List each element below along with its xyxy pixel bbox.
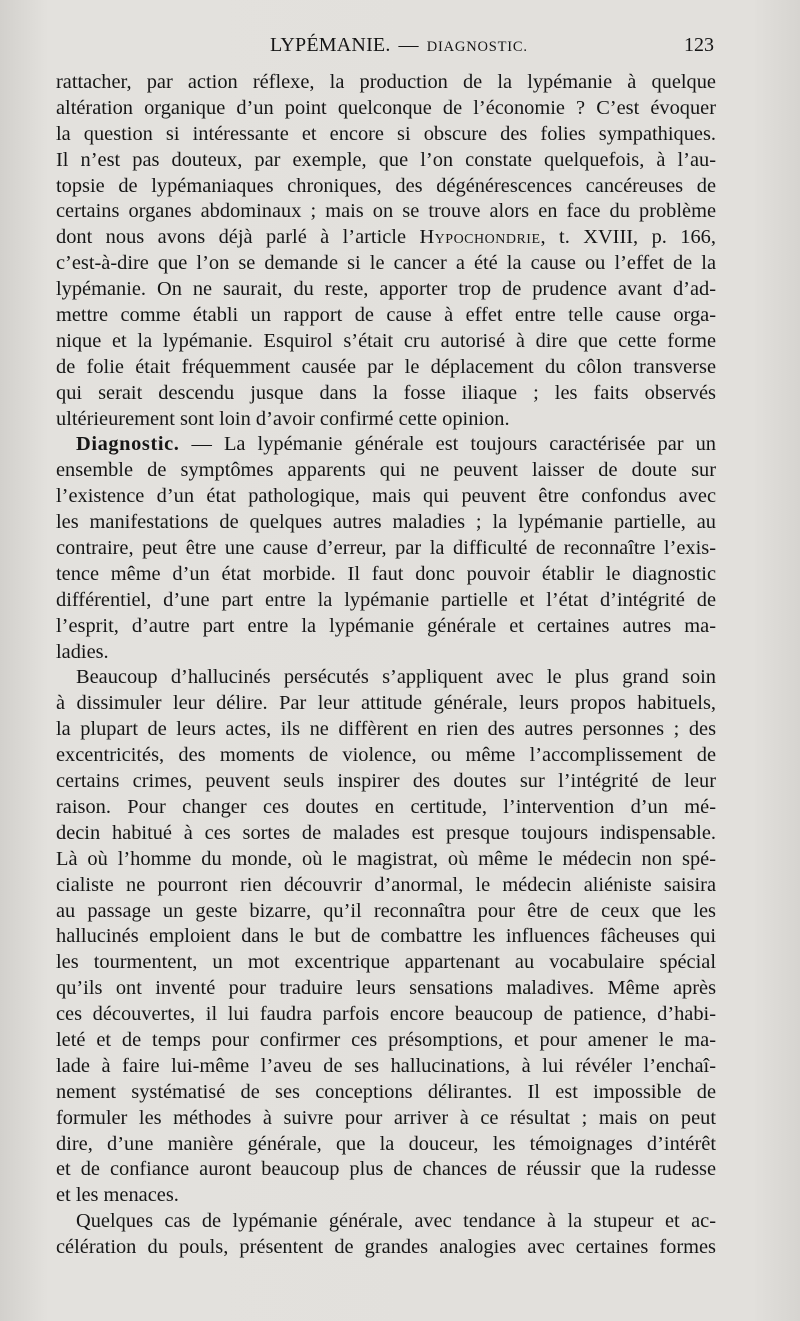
text-line: certains crimes, peuvent seuls inspirer des doutes sur l’intégrité de leur <box>56 770 716 793</box>
text-line: lade à faire lui-même l’aveu de ses hallucinations, à lui révéler l’enchaî- <box>56 1054 716 1077</box>
text-line: Là où l’homme du monde, où le magistrat, où même le médecin non spé- <box>56 847 716 870</box>
text-line: au passage un geste bizarre, qu’il reconnaîtra pour être de ceux que les <box>56 899 716 922</box>
text-line: lypémanie. On ne saurait, du reste, apporter trop de prudence avant d’ad- <box>56 278 716 301</box>
text-line: topsie de lypémaniaques chroniques, des dégénérescences cancéreuses de <box>56 174 716 197</box>
text-line: Il n’est pas douteux, par exemple, que l’on constate quelquefois, à l’au- <box>56 148 716 171</box>
text-line: les manifestations de quelques autres maladies ; la lypémanie partielle, au <box>56 511 716 534</box>
text-line: decin habitué à ces sortes de malades est presque toujours indispensable. <box>56 821 716 844</box>
article-reference: Hypochondrie <box>419 226 541 249</box>
text-line <box>56 225 716 251</box>
text-line: certains organes abdominaux ; mais on se trouve alors en face du problème <box>56 200 716 223</box>
text-line: ensemble de symptômes apparents qui ne peuvent laisser de doute sur <box>56 459 716 482</box>
text-segment: dont nous avons déjà parlé à l’article <box>56 226 407 249</box>
text-line: célération du pouls, présentent de grandes analogies avec certaines formes <box>56 1236 716 1259</box>
text-line: excentricités, des moments de violence, ou même l’accomplissement de <box>56 744 716 767</box>
text-line: les tourmentent, un mot excentrique appartenant au vocabulaire spécial <box>56 951 716 974</box>
page-header <box>0 34 800 64</box>
text-line: ultérieurement sont loin d’avoir confirmé cette opinion. <box>56 407 510 430</box>
text-line: la question si intéressante et encore si obscure des folies sympathiques. <box>56 122 716 145</box>
text-line: à dissimuler leur délire. Par leur attitude générale, leurs propos habituels, <box>56 692 716 715</box>
text-line: formuler les méthodes à suivre pour arriver à ce résultat ; mais on peut <box>56 1106 716 1129</box>
text-line: hallucinés emploient dans le but de combattre les influences fâcheuses qui <box>56 925 716 948</box>
text-line: et les menaces. <box>56 1184 179 1207</box>
running-head-section: DIAGNOSTIC. <box>426 39 528 55</box>
text-line: rattacher, par action réflexe, la production de la lypémanie à quelque <box>56 71 716 93</box>
text-line: nique et la lypémanie. Esquirol s’était cru autorisé à dire que cette forme <box>56 329 716 352</box>
paragraph-4 <box>56 1209 716 1261</box>
text-line: l’existence d’un état pathologique, mais qui peuvent être confondus avec <box>56 485 716 508</box>
text-line: qu’ils ont inventé pour traduire leurs sensations maladives. Même après <box>56 977 716 1000</box>
text-line: leté et de temps pour confirmer ces présomptions, et pour amener le ma- <box>56 1028 716 1051</box>
paragraph-2 <box>56 432 716 665</box>
text-line: qui serait descendu jusque dans la fosse iliaque ; les faits observés <box>56 381 716 404</box>
text-segment: , t. XVIII, p. 166, <box>540 226 716 249</box>
text-line: de folie était fréquemment causée par le déplacement du côlon transverse <box>56 355 716 378</box>
text-line: l’esprit, d’autre part entre la lypémanie générale et certaines autres ma- <box>56 614 716 637</box>
paragraph-3 <box>56 665 716 1209</box>
running-head <box>270 34 528 57</box>
text-line: Quelques cas de lypémanie générale, avec tendance à la stupeur et ac- <box>76 1210 716 1233</box>
page-number: 123 <box>684 34 714 56</box>
text-line: nement systématisé de ses conceptions délirantes. Il est impossible de <box>56 1080 716 1103</box>
text-line: ces découvertes, il lui faudra parfois encore beaucoup de patience, d’habi- <box>56 1003 716 1026</box>
text-line: la plupart de leurs actes, ils ne diffèrent en rien des autres personnes ; des <box>56 718 716 741</box>
text-line: mettre comme établi un rapport de cause à effet entre telle cause orga- <box>56 304 716 327</box>
text-line: contraire, peut être une cause d’erreur, par la difficulté de reconnaître l’exis- <box>56 537 716 560</box>
text-line: ladies. <box>56 640 109 663</box>
text-line: cialiste ne pourront rien découvrir d’anormal, le médecin aliéniste saisira <box>56 873 716 896</box>
body-text <box>56 70 716 1261</box>
text-line: différentiel, d’une part entre la lypémanie partielle et l’état d’intégrité de <box>56 588 716 611</box>
section-heading: Diagnostic. <box>76 433 180 456</box>
text-line: c’est-à-dire que l’on se demande si le cancer a été la cause ou l’effet de la <box>56 252 716 275</box>
text-segment: — La lypémanie générale est toujours caractérisée par un <box>179 433 716 456</box>
running-head-title: LYPÉMANIE. <box>270 34 391 56</box>
text-line: raison. Pour changer ces doutes en certitude, l’intervention d’un mé- <box>56 795 716 818</box>
text-line: altération organique d’un point quelconque de l’économie ? C’est évoquer <box>56 96 716 119</box>
text-line <box>56 432 716 458</box>
running-head-dash: — <box>398 34 419 56</box>
text-line: et de confiance auront beaucoup plus de chances de réussir que la rudesse <box>56 1158 716 1181</box>
text-line: tence même d’un état morbide. Il faut donc pouvoir établir le diagnostic <box>56 562 716 585</box>
paragraph-1 <box>56 70 716 432</box>
text-line: Beaucoup d’hallucinés persécutés s’appliquent avec le plus grand soin <box>76 666 716 689</box>
text-line: dire, d’une manière générale, que la douceur, les témoignages d’intérêt <box>56 1132 716 1155</box>
